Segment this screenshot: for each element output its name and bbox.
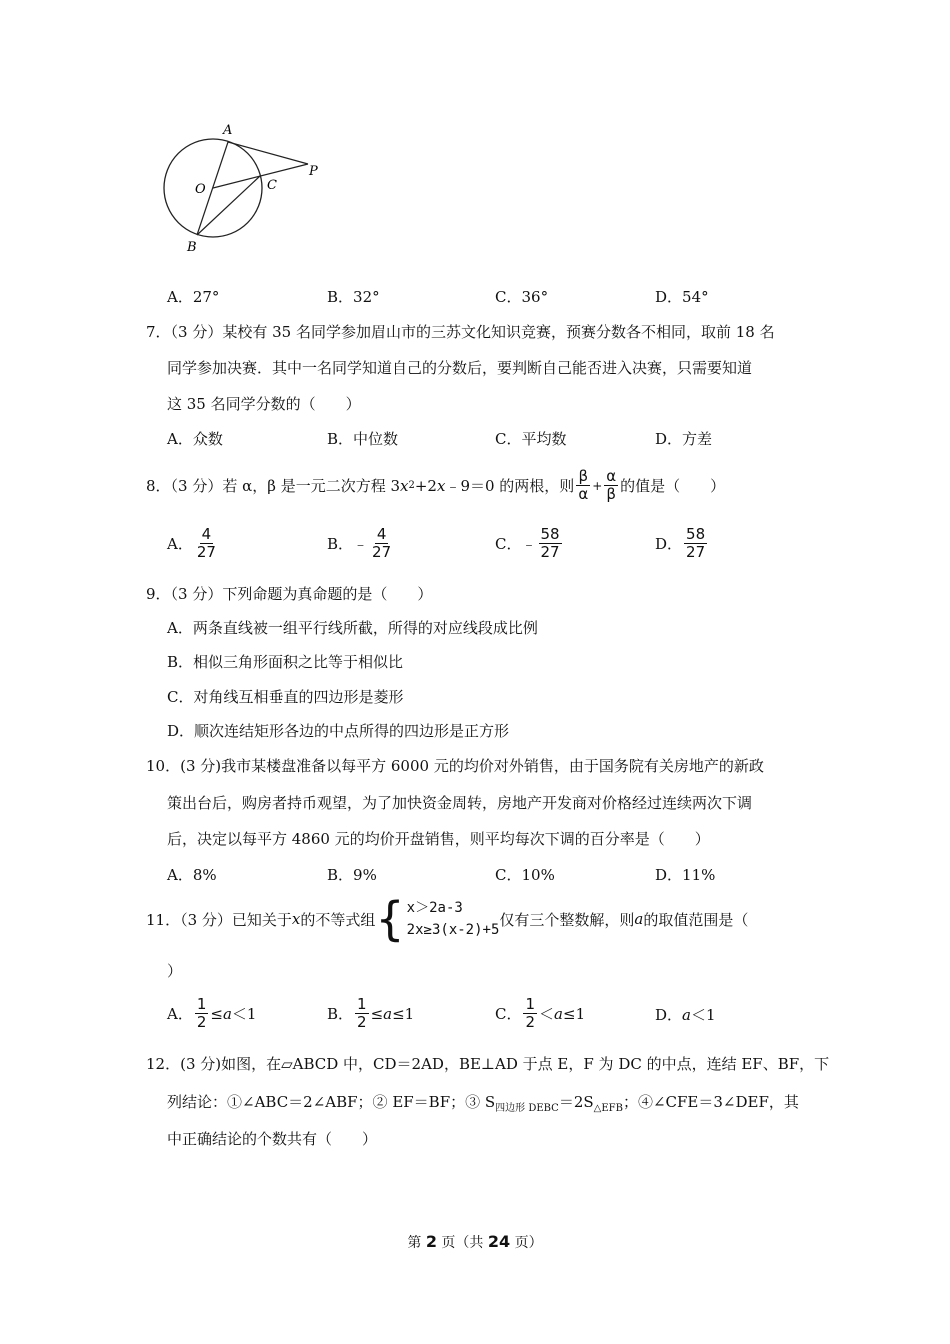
option-label: B． xyxy=(327,535,354,553)
q12-subscript-2: △EFB xyxy=(593,1103,623,1114)
option-label: D． xyxy=(655,535,683,553)
segment-op xyxy=(213,164,308,188)
frac-num: 1 xyxy=(525,995,536,1013)
segment-ap xyxy=(228,142,308,164)
frac-den: 2 xyxy=(525,1013,536,1031)
option-rel2: ≤1 xyxy=(563,1004,586,1023)
q10-option-b: B．9% xyxy=(327,866,377,884)
frac-num: 58 xyxy=(540,525,560,543)
q12-line-2-a: 列结论：①∠ABC＝2∠ABF；② EF＝BF；③ S xyxy=(167,1093,496,1111)
option-fraction xyxy=(523,996,537,1031)
frac-den: 27 xyxy=(196,543,216,561)
option-fraction xyxy=(355,996,369,1031)
q11-prefix: 11．（3 分）已知关于 xyxy=(146,910,292,929)
q9-option-a: A．两条直线被一组平行线所截，所得的对应线段成比例 xyxy=(167,619,538,637)
page-footer xyxy=(0,1232,950,1252)
inequality-2: 2x≥3(x-2)+5 xyxy=(406,922,500,938)
q7-option-c: C．平均数 xyxy=(495,430,567,448)
option-label: C． xyxy=(495,1005,522,1023)
footer-total-pages: 24 xyxy=(487,1232,511,1251)
option-label: B． xyxy=(327,1005,354,1023)
q6-option-c: C．36° xyxy=(495,288,549,306)
q7-option-b: B．中位数 xyxy=(327,430,399,448)
option-fraction xyxy=(684,526,707,561)
q9-option-c: C．对角线互相垂直的四边形是菱形 xyxy=(167,688,404,706)
q6-option-d: D．54° xyxy=(655,288,709,306)
inequality-1: x＞2a-3 xyxy=(406,900,463,916)
q8-option-a xyxy=(167,526,220,561)
footer-page-number: 2 xyxy=(425,1232,437,1251)
frac-num: β xyxy=(578,467,589,485)
option-label: A． xyxy=(167,1005,193,1023)
q8-fraction-beta-alpha xyxy=(576,468,590,503)
q8-x: x xyxy=(400,476,409,495)
label-p: P xyxy=(309,164,318,179)
inequality-lines xyxy=(407,897,500,941)
option-rel1: ≤ xyxy=(210,1004,223,1023)
q12-line-1: 12．(3 分)如图，在▱ABCD 中，CD＝2AD，BE⊥AD 于点 E，F 为 DC 的中点，连结 EF、BF，下 xyxy=(146,1055,830,1073)
option-fraction xyxy=(370,526,393,561)
frac-den: β xyxy=(606,485,616,503)
frac-den: α xyxy=(578,485,589,503)
q7-line-1: 7．（3 分）某校有 35 名同学参加眉山市的三苏文化知识竞赛，预赛分数各不相同，取前 18 名 xyxy=(146,323,775,341)
option-var: a xyxy=(554,1004,563,1023)
q10-option-a: A．8% xyxy=(167,866,217,884)
option-fraction xyxy=(539,526,562,561)
q11-a: a xyxy=(634,910,644,928)
q9-stem: 9．（3 分）下列命题为真命题的是（ ） xyxy=(146,585,433,603)
option-sign: ﹣ xyxy=(521,535,537,553)
q9-option-d: D．顺次连结矩形各边的中点所得的四边形是正方形 xyxy=(167,722,510,740)
q12-line-3: 中正确结论的个数共有（ ） xyxy=(167,1130,378,1148)
option-var: a xyxy=(383,1004,393,1023)
option-var: a xyxy=(682,1005,691,1024)
q7-line-2: 同学参加决赛．其中一名同学知道自己的分数后，要判断自己能否进入决赛，只需要知道 xyxy=(167,359,753,377)
q10-option-d: D．11% xyxy=(655,866,716,884)
q7-option-d: D．方差 xyxy=(655,430,713,448)
q8-fraction-alpha-beta xyxy=(604,468,618,503)
q8-mid: +2 xyxy=(414,476,437,495)
q8-option-c xyxy=(495,526,564,561)
q10-line-1: 10．(3 分)我市某楼盘准备以每平方 6000 元的均价对外销售，由于国务院有关房地产的新政 xyxy=(146,757,764,775)
q8-rest: ﹣9＝0 的两根，则 xyxy=(445,477,575,495)
label-b: B xyxy=(187,240,197,255)
option-rel1: ＜ xyxy=(539,1005,555,1023)
frac-num: 1 xyxy=(196,995,207,1013)
q10-line-3: 后，决定以每平方 4860 元的均价开盘销售，则平均每次下调的百分率是（ ） xyxy=(167,830,710,848)
q12-subscript-1: 四边形 DEBC xyxy=(495,1103,559,1114)
q8-sup: 2 xyxy=(408,480,415,491)
footer-pre: 第 xyxy=(407,1235,426,1251)
option-rel1: ≤ xyxy=(370,1004,384,1023)
q12-line-2 xyxy=(167,1091,799,1114)
q8-x2: x xyxy=(436,476,446,495)
frac-den: 27 xyxy=(540,543,560,561)
option-label: C． xyxy=(495,535,522,553)
q12-line-2-c: ；④∠CFE＝3∠DEF，其 xyxy=(622,1093,799,1111)
q8-plus: + xyxy=(592,478,603,493)
q8-option-b xyxy=(327,526,395,561)
option-rel2: ＜1 xyxy=(231,1005,257,1023)
q8-prefix: 8．（3 分）若 α，β 是一元二次方程 3 xyxy=(146,477,401,495)
q11-x: x xyxy=(291,910,301,928)
option-var: a xyxy=(222,1004,232,1023)
q9-option-b: B．相似三角形面积之比等于相似比 xyxy=(167,653,404,671)
footer-post: 页） xyxy=(510,1235,543,1251)
q12-line-2-b: ＝2S xyxy=(558,1093,594,1111)
label-a: A xyxy=(223,123,233,138)
option-fraction xyxy=(195,526,218,561)
q7-line-3: 这 35 名同学分数的（ ） xyxy=(167,395,361,413)
q6-option-a: A．27° xyxy=(167,288,220,306)
option-rel2: ＜1 xyxy=(690,1006,716,1024)
q11-option-b xyxy=(327,996,414,1031)
q11-option-c xyxy=(495,996,585,1031)
option-label: D． xyxy=(655,1006,683,1024)
left-brace-icon: { xyxy=(375,892,405,946)
q8-stem xyxy=(146,468,725,503)
frac-num: 58 xyxy=(686,525,706,543)
q6-option-b: B．32° xyxy=(327,288,380,306)
q11-after: 仅有三个整数解，则 xyxy=(499,910,635,929)
q11-stem xyxy=(146,892,749,946)
frac-num: α xyxy=(606,467,617,485)
label-c: C xyxy=(267,178,277,193)
frac-den: 27 xyxy=(686,543,706,561)
q10-option-c: C．10% xyxy=(495,866,555,884)
option-label: A． xyxy=(167,535,193,553)
q11-tail: 的取值范围是（ xyxy=(643,910,749,929)
option-sign: ﹣ xyxy=(353,535,369,553)
frac-den: 27 xyxy=(372,543,392,561)
q10-line-2: 策出台后，购房者持币观望，为了加快资金周转，房地产开发商对价格经过连续两次下调 xyxy=(167,794,753,812)
q8-option-d xyxy=(655,526,709,561)
q11-mid: 的不等式组 xyxy=(300,910,376,929)
frac-num: 4 xyxy=(201,525,212,543)
q7-option-a: A．众数 xyxy=(167,430,223,448)
q11-option-a xyxy=(167,996,256,1031)
q11-option-d xyxy=(655,1004,716,1025)
frac-num: 4 xyxy=(376,525,387,543)
frac-den: 2 xyxy=(357,1013,367,1031)
footer-mid: 页（共 xyxy=(436,1235,488,1251)
frac-den: 2 xyxy=(196,1013,207,1031)
q11-inequality-system xyxy=(375,892,500,946)
option-fraction xyxy=(195,996,209,1031)
q8-suffix: 的值是（ ） xyxy=(620,477,726,495)
frac-num: 1 xyxy=(357,995,367,1013)
circle-figure xyxy=(150,118,340,258)
q11-line-2: ） xyxy=(167,962,183,980)
option-rel2: ≤1 xyxy=(392,1004,415,1023)
label-o: O xyxy=(195,182,206,197)
